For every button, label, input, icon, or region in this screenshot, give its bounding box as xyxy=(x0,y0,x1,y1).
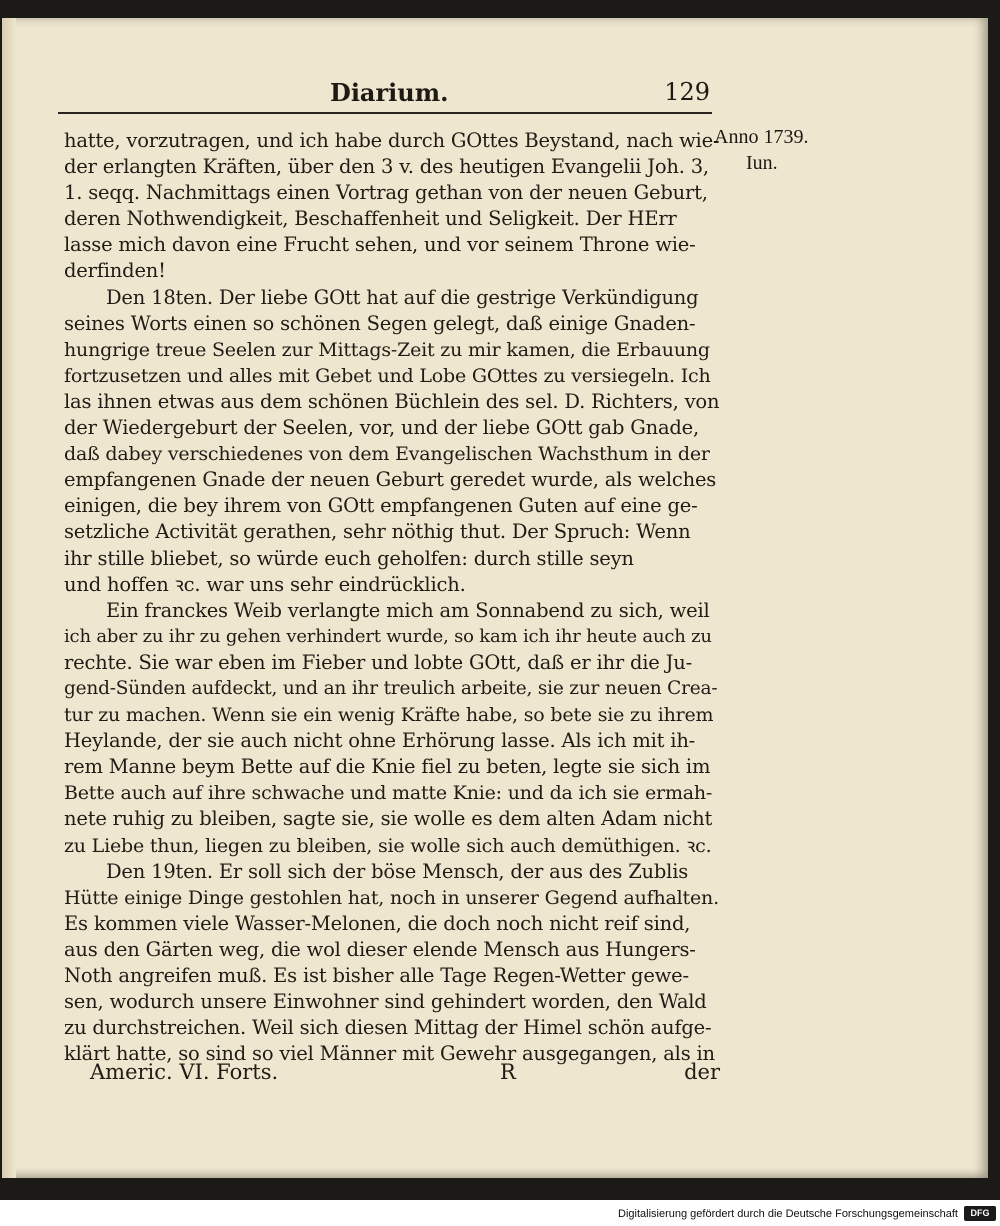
text-line: setzliche Activität gerathen, sehr nöthig thut. Der Spruch: Wenn xyxy=(64,520,691,544)
text-line: der erlangten Kräften, über den 3 v. des heutigen Evangelii Joh. 3, xyxy=(64,155,709,179)
text-line: rem Manne beym Bette auf die Knie fiel zu beten, legte sie sich im xyxy=(64,755,711,779)
text-line: seines Worts einen so schönen Segen gelegt, daß einige Gnaden- xyxy=(64,311,696,335)
text-line: deren Nothwendigkeit, Beschaffenheit und Seligkeit. Der HErr xyxy=(64,207,677,231)
body-text xyxy=(64,128,724,1067)
text-line: hungrige treue Seelen zur Mittags-Zeit zu mir kamen, die Erbauung xyxy=(64,338,710,361)
signature-line: Americ. VI. Forts. xyxy=(90,1060,279,1084)
text-line: Noth angreifen muß. Es ist bisher alle Tage Regen-Wetter gewe- xyxy=(64,964,689,987)
text-line: aus den Gärten weg, die wol dieser elende Mensch aus Hungers- xyxy=(64,937,696,961)
catchword: der xyxy=(684,1060,720,1084)
text-line: empfangenen Gnade der neuen Geburt geredet wurde, als welches xyxy=(64,468,717,492)
text-line: hatte, vorzutragen, und ich habe durch GOttes Beystand, nach wie- xyxy=(64,129,720,152)
text-line: und hoffen ꝛc. war uns sehr eindrücklich. xyxy=(64,572,466,596)
text-line: sen, wodurch unsere Einwohner sind gehindert worden, den Wald xyxy=(64,990,707,1014)
text-line: Hütte einige Dinge gestohlen hat, noch in unserer Gegend aufhalten. xyxy=(64,886,719,909)
text-line: fortzusetzen und alles mit Gebet und Lobe GOttes zu versiegeln. Ich xyxy=(64,364,711,387)
text-line: der Wiedergeburt der Seelen, vor, und der liebe GOtt gab Gnade, xyxy=(64,416,700,440)
page-gutter xyxy=(2,18,16,1178)
sheet-mark: R xyxy=(500,1060,516,1084)
credit-text: Digitalisierung gefördert durch die Deutsche Forschungsgemeinschaft xyxy=(618,1208,958,1220)
header-rule xyxy=(58,112,712,114)
running-title: Diarium. xyxy=(330,78,449,107)
text-line: Heylande, der sie auch nicht ohne Erhörung lasse. Als ich mit ih- xyxy=(64,729,696,753)
text-line: ihr stille bliebet, so würde euch geholfen: durch stille seyn xyxy=(64,546,634,570)
text-line: zu durchstreichen. Weil sich diesen Mittag der Himel schön aufge- xyxy=(64,1016,712,1040)
text-line: Den 18ten. Der liebe GOtt hat auf die gestrige Verkündigung xyxy=(106,285,699,309)
text-line: nete ruhig zu bleiben, sagte sie, sie wolle es dem alten Adam nicht xyxy=(64,807,713,831)
page-number: 129 xyxy=(664,78,710,106)
text-line: Es kommen viele Wasser-Melonen, die doch noch nicht reif sind, xyxy=(64,911,691,935)
text-line: lasse mich davon eine Frucht sehen, und vor seinem Throne wie- xyxy=(64,233,696,257)
text-line: 1. seqq. Nachmittags einen Vortrag gethan von der neuen Geburt, xyxy=(64,181,708,205)
text-line: Den 19ten. Er soll sich der böse Mensch, der aus des Zublis xyxy=(106,859,689,883)
credit-bar xyxy=(0,1200,1000,1226)
margin-year: Anno 1739. xyxy=(714,126,809,148)
text-line: derfinden! xyxy=(64,259,166,283)
page-footer xyxy=(90,1060,720,1094)
text-line: klärt hatte, so sind so viel Männer mit Gewehr ausgegangen, als in xyxy=(64,1042,715,1066)
text-line: tur zu machen. Wenn sie ein wenig Kräfte habe, so bete sie zu ihrem xyxy=(64,704,714,727)
text-line: daß dabey verschiedenes von dem Evangelischen Wachsthum in der xyxy=(64,443,710,466)
text-line: rechte. Sie war eben im Fieber und lobte GOtt, daß er ihr die Ju- xyxy=(64,650,692,674)
text-line: ich aber zu ihr zu gehen verhindert wurde, so kam ich ihr heute auch zu xyxy=(64,625,712,647)
margin-month: Iun. xyxy=(746,152,778,174)
page-header xyxy=(60,72,720,112)
dfg-logo: DFG xyxy=(964,1206,996,1221)
text-line: Ein franckes Weib verlangte mich am Sonnabend zu sich, weil xyxy=(106,598,710,622)
text-line: las ihnen etwas aus dem schönen Büchlein des sel. D. Richters, von xyxy=(64,389,720,413)
text-line: einigen, die bey ihrem von GOtt empfangenen Guten auf eine ge- xyxy=(64,494,698,518)
text-line: zu Liebe thun, liegen zu bleiben, sie wolle sich auch demüthigen. ꝛc. xyxy=(64,834,712,857)
text-line: gend-Sünden aufdeckt, und an ihr treulich arbeite, sie zur neuen Crea- xyxy=(64,677,718,699)
text-line: Bette auch auf ihre schwache und matte Knie: und da ich sie ermah- xyxy=(64,782,713,805)
